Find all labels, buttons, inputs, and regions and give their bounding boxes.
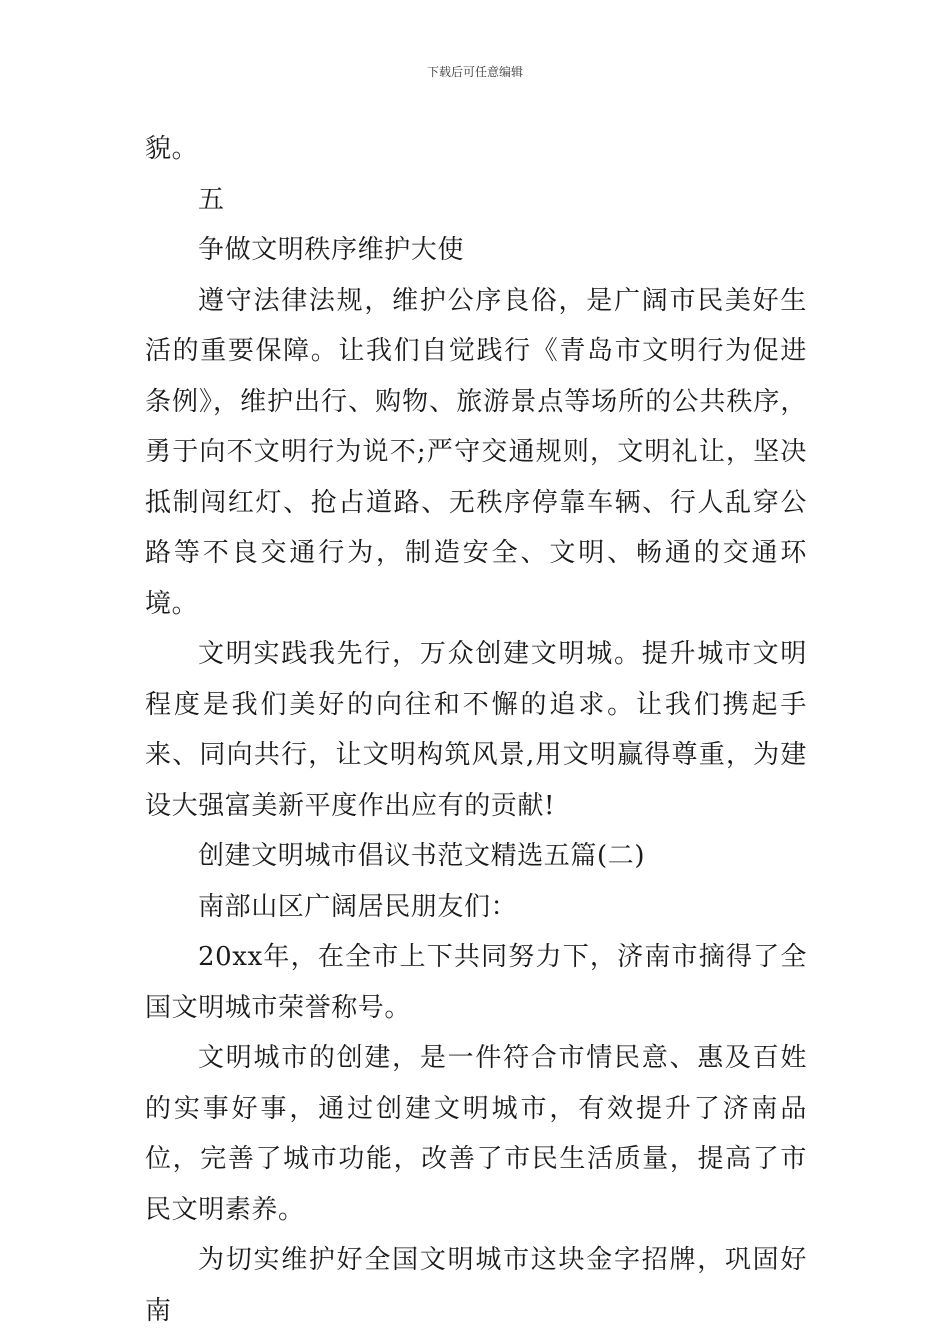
paragraph-maintain: 为切实维护好全国文明城市这块金字招牌，巩固好南 [145,1245,807,1326]
section-heading: 争做文明秩序维护大使 [198,235,465,265]
article-title: 创建文明城市倡议书范文精选五篇(二) [198,841,646,871]
section-number: 五 [198,184,225,215]
paragraph-1: 貌。 [145,134,199,164]
paragraph-traffic-order: 遵守法律法规，维护公序良俗，是广阔市民美好生活的重要保障。让我们自觉践行《青岛市文明行为促进条例》，维护出行、购物、旅游景点等场所的公共秩序，勇于向不文明行为说不;严守交通规则，文明礼让，坚决抵制闯红灯、抢占道路、无秩序停靠车辆、行人乱穿公路等不良交通行为，制造安全、文明、畅通的交通环境。 [145,285,807,619]
page-header: 下载后可任意编辑 [426,65,523,79]
salutation: 南部山区广阔居民朋友们： [198,891,518,922]
paragraph-civilization-practice: 文明实践我先行，万众创建文明城。提升城市文明程度是我们美好的向往和不懈的追求。让我们携起手来、同向共行，让文明构筑风景,用文明赢得尊重，为建设大强富美新平度作出应有的贡献! [145,639,807,821]
paragraph-city-creation: 文明城市的创建，是一件符合市情民意、惠及百姓的实事好事，通过创建文明城市，有效提升了济南品位，完善了城市功能，改善了市民生活质量，提高了市民文明素养。 [145,1043,807,1225]
paragraph-honor: 20xx年，在全市上下共同努力下，济南市摘得了全国文明城市荣誉称号。 [145,942,807,1023]
document-body [145,124,807,1336]
